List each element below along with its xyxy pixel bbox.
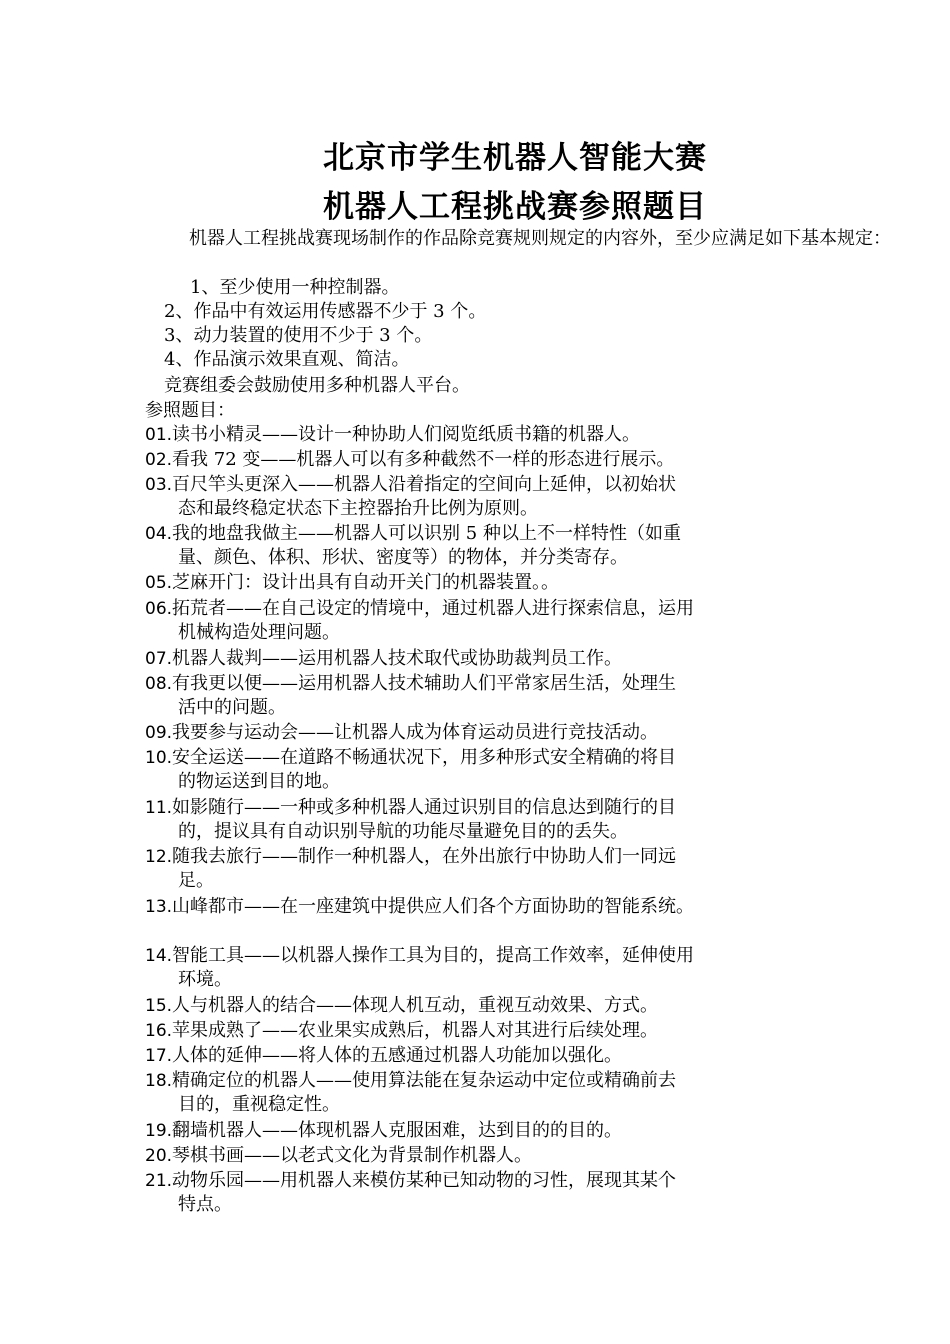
rule-item: 3、动力装置的使用不少于 3 个。 <box>164 325 433 346</box>
topic-item <box>145 571 810 595</box>
topic-number: 03. <box>145 475 173 495</box>
encourage-note: 竞赛组委会鼓励使用多种机器人平台。 <box>164 375 470 396</box>
topic-item <box>145 1069 810 1117</box>
topic-text: 智能工具——以机器人操作工具为目的，提高工作效率，延伸使用 <box>172 945 695 966</box>
topic-item <box>145 1169 810 1217</box>
topic-number: 09. <box>145 723 173 743</box>
topic-item <box>145 473 810 521</box>
topic-number: 06. <box>145 599 173 619</box>
topic-number: 01. <box>145 425 173 445</box>
topic-number: 19. <box>145 1121 173 1141</box>
topic-continuation: 机械构造处理问题。 <box>178 622 340 643</box>
topic-text: 山峰都市——在一座建筑中提供应人们各个方面协助的智能系统。 <box>172 896 695 917</box>
rule-item: 2、作品中有效运用传感器不少于 3 个。 <box>164 301 487 322</box>
topic-item <box>145 1044 810 1068</box>
topic-item <box>145 746 810 794</box>
topic-number: 17. <box>145 1046 173 1066</box>
topic-item <box>145 672 810 720</box>
intro-paragraph: 机器人工程挑战赛现场制作的作品除竞赛规则规定的内容外，至少应满足如下基本规定： <box>189 228 891 249</box>
rule-item: 1、至少使用一种控制器。 <box>190 277 400 298</box>
topic-text: 琴棋书画——以老式文化为背景制作机器人。 <box>172 1145 533 1166</box>
topic-text: 如影随行——一种或多种机器人通过识别目的信息达到随行的目 <box>172 797 677 818</box>
document-subtitle: 机器人工程挑战赛参照题目 <box>323 189 707 225</box>
topic-text: 安全运送——在道路不畅通状况下，用多种形式安全精确的将目 <box>172 747 677 768</box>
topic-number: 16. <box>145 1021 173 1041</box>
topic-text: 看我 72 变——机器人可以有多种截然不一样的形态进行展示。 <box>172 449 675 470</box>
topic-number: 21. <box>145 1171 173 1191</box>
topic-text: 人与机器人的结合——体现人机互动，重视互动效果、方式。 <box>172 995 659 1016</box>
topic-number: 07. <box>145 649 173 669</box>
topic-number: 02. <box>145 450 173 470</box>
topic-text: 我的地盘我做主——机器人可以识别 5 种以上不一样特性（如重 <box>172 523 681 544</box>
topic-text: 芝麻开门：设计出具有自动开关门的机器装置。。 <box>172 572 560 593</box>
topic-number: 14. <box>145 946 173 966</box>
topic-item <box>145 845 810 893</box>
topic-item <box>145 796 810 844</box>
reference-heading: 参照题目： <box>145 400 235 421</box>
topic-text: 苹果成熟了——农业果实成熟后，机器人对其进行后续处理。 <box>172 1020 659 1041</box>
topic-text: 机器人裁判——运用机器人技术取代或协助裁判员工作。 <box>172 648 623 669</box>
topic-item <box>145 1144 810 1168</box>
topic-item <box>145 1119 810 1143</box>
topic-number: 18. <box>145 1071 173 1091</box>
topic-continuation: 量、颜色、体积、形状、密度等）的物体，并分类寄存。 <box>178 547 628 568</box>
topic-item <box>145 448 810 472</box>
topic-number: 04. <box>145 524 173 544</box>
topic-item <box>145 597 810 645</box>
topic-item <box>145 522 810 570</box>
topic-text: 精确定位的机器人——使用算法能在复杂运动中定位或精确前去 <box>172 1070 677 1091</box>
topic-item <box>145 1019 810 1043</box>
topic-number: 15. <box>145 996 173 1016</box>
topic-text: 我要参与运动会——让机器人成为体育运动员进行竞技活动。 <box>172 722 659 743</box>
topic-text: 人体的延伸——将人体的五感通过机器人功能加以强化。 <box>172 1045 623 1066</box>
topic-continuation: 足。 <box>178 870 214 891</box>
topic-item <box>145 647 810 671</box>
topic-number: 20. <box>145 1146 173 1166</box>
topic-continuation: 的，提议具有自动识别导航的功能尽量避免目的的丢失。 <box>178 821 628 842</box>
topic-item <box>145 994 810 1018</box>
topic-continuation: 环境。 <box>178 969 232 990</box>
topic-text: 有我更以便——运用机器人技术辅助人们平常家居生活，处理生 <box>172 673 677 694</box>
topic-item <box>145 423 810 447</box>
topic-item <box>145 895 810 919</box>
topic-continuation: 特点。 <box>178 1194 232 1215</box>
topic-text: 拓荒者——在自己设定的情境中，通过机器人进行探索信息，运用 <box>172 598 695 619</box>
topic-number: 12. <box>145 847 173 867</box>
topic-text: 翻墙机器人——体现机器人克服困难，达到目的的目的。 <box>172 1120 623 1141</box>
topic-item <box>145 721 810 745</box>
topic-continuation: 的物运送到目的地。 <box>178 771 340 792</box>
topic-item <box>145 944 810 992</box>
topic-text: 百尺竿头更深入——机器人沿着指定的空间向上延伸，以初始状 <box>172 474 677 495</box>
topic-text: 随我去旅行——制作一种机器人，在外出旅行中协助人们一同远 <box>172 846 677 867</box>
topic-text: 读书小精灵——设计一种协助人们阅览纸质书籍的机器人。 <box>172 424 641 445</box>
topic-number: 10. <box>145 748 173 768</box>
topic-continuation: 态和最终稳定状态下主控器抬升比例为原则。 <box>178 498 538 519</box>
topic-text: 动物乐园——用机器人来模仿某种已知动物的习性，展现其某个 <box>172 1170 677 1191</box>
topic-continuation: 目的，重视稳定性。 <box>178 1094 340 1115</box>
document-title: 北京市学生机器人智能大赛 <box>323 140 707 176</box>
topic-number: 05. <box>145 573 173 593</box>
topic-number: 11. <box>145 798 173 818</box>
topic-number: 13. <box>145 897 173 917</box>
topic-number: 08. <box>145 674 173 694</box>
rule-item: 4、作品演示效果直观、简洁。 <box>164 349 410 370</box>
topic-continuation: 活中的问题。 <box>178 697 286 718</box>
